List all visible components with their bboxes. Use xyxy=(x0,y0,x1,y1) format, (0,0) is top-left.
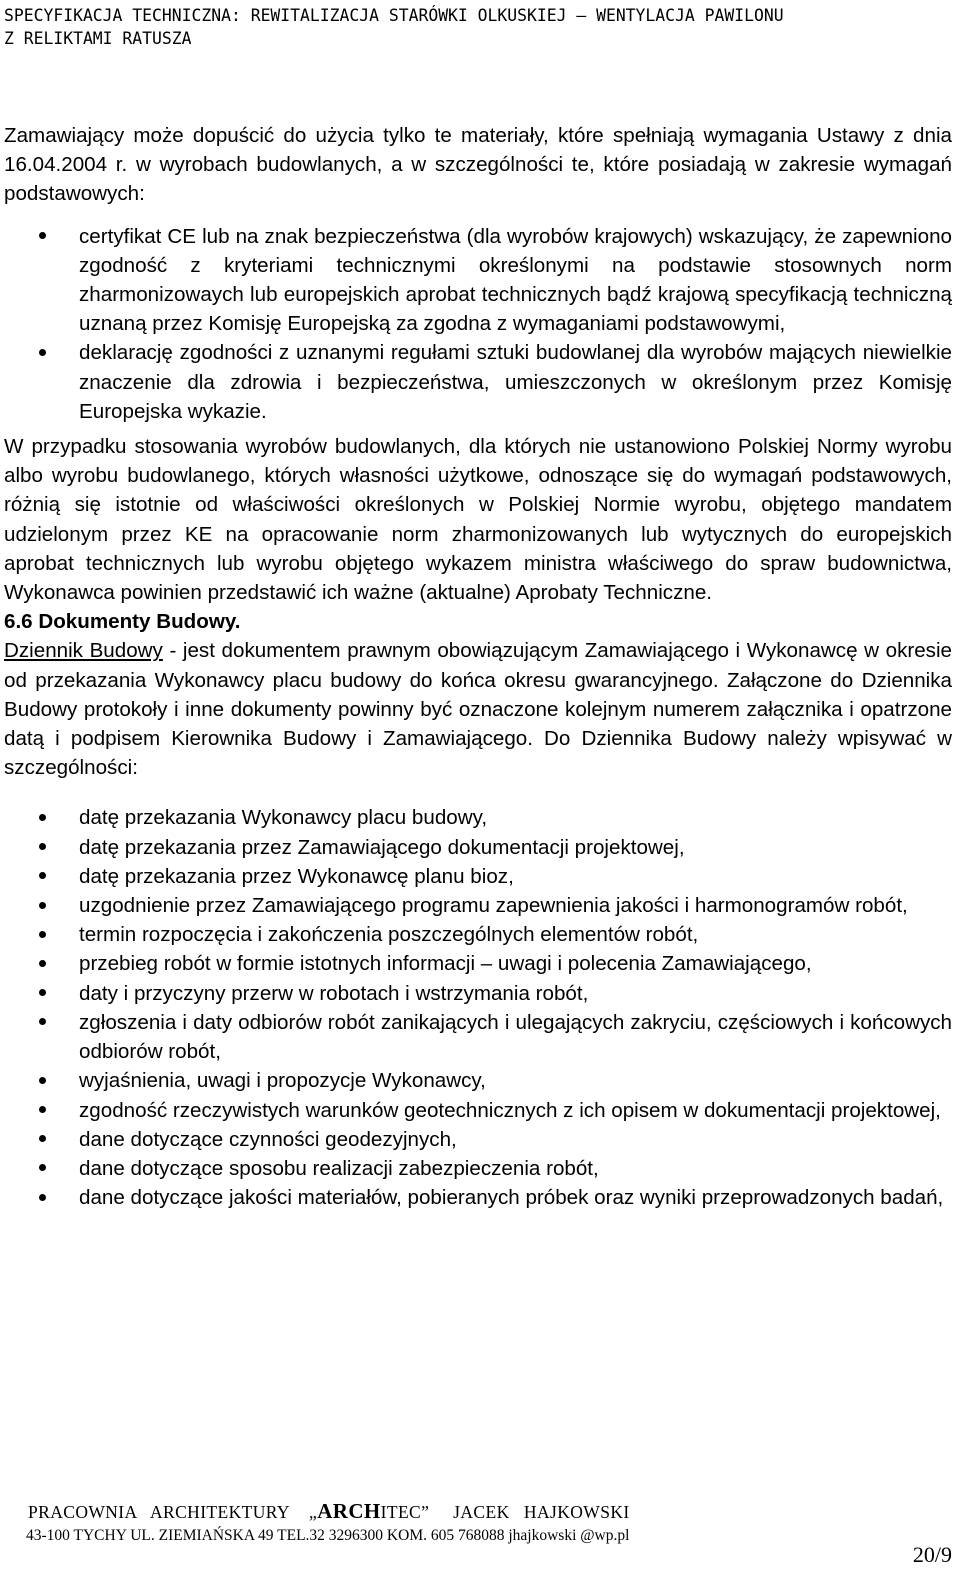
bullet-icon xyxy=(37,920,47,949)
bullet-icon xyxy=(37,1008,47,1037)
list-item-text: daty i przyczyny przerw w robotach i wstrzymania robót, xyxy=(79,981,589,1005)
list-item xyxy=(4,979,952,1008)
footer-brand-quote-close: ” xyxy=(421,1502,430,1522)
bullet-icon xyxy=(37,338,47,367)
header-line-1: SPECYFIKACJA TECHNICZNA: REWITALIZACJA STARÓWKI OLKUSKIEJ – WENTYLACJA PAWILONU xyxy=(4,6,784,25)
diary-text: - jest dokumentem prawnym obowiązującym Zamawiającego i Wykonawcę w okresie od przekazania Wykonawcy placu budowy do końca okresu gwarancyjnego. Załączone do Dziennika Budowy protokoły i inne dokumenty powinny być oznaczone kolejnym numerem załącznika i opatrzone datą i podpisem Kierownika Budowy i Zamawiającego. Do Dziennika Budowy należy wpisywać w szczególności: xyxy=(4,639,952,780)
list-item-text: certyfikat CE lub na znak bezpieczeństwa (dla wyrobów krajowych) wskazujący, że zapewniono zgodność z kryteriami technicznymi określonymi na podstawie stosownych norm zharmonizowaych lub europejskich aprobat technicznych bądź krajową specyfikacją techniczną uznaną przez Komisję Europejską za zgodna z wymaganiami podstawowymi, xyxy=(79,224,952,336)
bullet-icon xyxy=(37,803,47,832)
footer-address: 43-100 TYCHY UL. ZIEMIAŃSKA 49 TEL.32 3296300 KOM. 605 768088 jhajkowski @wp.pl xyxy=(26,1527,630,1544)
section-heading: 6.6 Dokumenty Budowy. xyxy=(4,610,241,634)
list-item xyxy=(4,1008,952,1066)
list-item-text: termin rozpoczęcia i zakończenia poszczególnych elementów robót, xyxy=(79,923,699,947)
footer-brand-quote-open: „ xyxy=(309,1502,318,1522)
list-item-text: uzgodnienie przez Zamawiającego programu zapewnienia jakości i harmonogramów robót, xyxy=(79,894,908,918)
footer-author: JACEK HAJKOWSKI xyxy=(453,1502,630,1522)
bullet-icon xyxy=(37,949,47,978)
footer-brand xyxy=(309,1499,430,1523)
list-item xyxy=(4,891,952,920)
intro-paragraph: Zamawiający może dopuścić do użycia tylko te materiały, które spełniają wymagania Ustawy z dnia 16.04.2004 r. w wyrobach budowlanych, a w szczególności te, które posiadają w zakresie wymagań podstawowych: xyxy=(4,124,952,206)
document-body xyxy=(4,121,952,1212)
list-item xyxy=(4,920,952,949)
footer-brand-rest: ITEC xyxy=(380,1502,422,1522)
bullet-icon xyxy=(37,1066,47,1095)
header-line-2: Z RELIKTAMI RATUSZA xyxy=(4,29,192,48)
list-item-text: przebieg robót w formie istotnych informacji – uwagi i polecenia Zamawiającego, xyxy=(79,952,812,976)
list-item xyxy=(4,833,952,862)
bullet-icon xyxy=(37,1125,47,1154)
list-item-text: datę przekazania przez Wykonawcę planu bioz, xyxy=(79,864,514,888)
list-item-text: zgłoszenia i daty odbiorów robót zanikających i ulegających zakryciu, częściowych i końcowych odbiorów robót, xyxy=(79,1010,952,1064)
bullet-icon xyxy=(37,862,47,891)
list-item xyxy=(4,949,952,978)
product-requirements-paragraph: W przypadku stosowania wyrobów budowlanych, dla których nie ustanowiono Polskiej Normy wyrobu albo wyrobu budowlanego, których własności użytkowe, odnoszące się do wymagań podstawowych, różnią się istotnie od właściwości określonych w Polskiej Normie wyrobu, objętego mandatem udzielonym przez KE na opracowanie norm zharmonizowanych lub wytycznych do europejskich aprobat technicznych lub wyrobu objętego wykazem ministra właściwego do spraw budownictwa, Wykonawca powinien przedstawić ich ważne (aktualne) Aprobaty Techniczne. xyxy=(4,435,952,605)
list-item-text: dane dotyczące jakości materiałów, pobieranych próbek oraz wyniki przeprowadzonych badań, xyxy=(79,1186,944,1210)
list-item xyxy=(4,338,952,426)
document-header xyxy=(4,4,956,50)
bullet-icon xyxy=(37,222,47,251)
list-item-text: dane dotyczące czynności geodezyjnych, xyxy=(79,1127,457,1151)
bullet-icon xyxy=(37,891,47,920)
list-item xyxy=(4,803,952,832)
list-item-text: datę przekazania przez Zamawiającego dokumentacji projektowej, xyxy=(79,835,685,859)
list-item-text: dane dotyczące sposobu realizacji zabezpieczenia robót, xyxy=(79,1156,599,1180)
diary-paragraph xyxy=(4,636,952,782)
diary-entries-list xyxy=(4,803,952,1212)
list-item-text: deklarację zgodności z uznanymi regułami sztuki budowlanej dla wyrobów mających niewielkie znaczenie dla zdrowia i bezpieczeństwa, umieszczonych w określonym przez Komisję Europejska wykazie. xyxy=(79,341,952,423)
bullet-icon xyxy=(37,979,47,1008)
list-item-text: zgodność rzeczywistych warunków geotechnicznych z ich opisem w dokumentacji projektowej, xyxy=(79,1098,941,1122)
bullet-icon xyxy=(37,1183,47,1212)
document-footer xyxy=(28,1498,958,1547)
list-item xyxy=(4,1096,952,1125)
list-item xyxy=(4,1125,952,1154)
list-item-text: wyjaśnienia, uwagi i propozycje Wykonawcy, xyxy=(79,1069,486,1093)
list-item xyxy=(4,222,952,339)
list-item xyxy=(4,1154,952,1183)
bullet-icon xyxy=(37,1096,47,1125)
footer-studio: PRACOWNIA ARCHITEKTURY xyxy=(28,1502,290,1522)
footer-studio-line xyxy=(28,1498,958,1525)
diary-term: Dziennik Budowy xyxy=(4,639,163,663)
list-item xyxy=(4,1066,952,1095)
requirements-list xyxy=(4,222,952,426)
page-number: 20/9 xyxy=(912,1542,952,1567)
bullet-icon xyxy=(37,1154,47,1183)
bullet-icon xyxy=(37,833,47,862)
list-item-text: datę przekazania Wykonawcy placu budowy, xyxy=(79,806,488,830)
list-item xyxy=(4,862,952,891)
list-item xyxy=(4,1183,952,1212)
footer-brand-bold: ARCH xyxy=(317,1499,381,1523)
